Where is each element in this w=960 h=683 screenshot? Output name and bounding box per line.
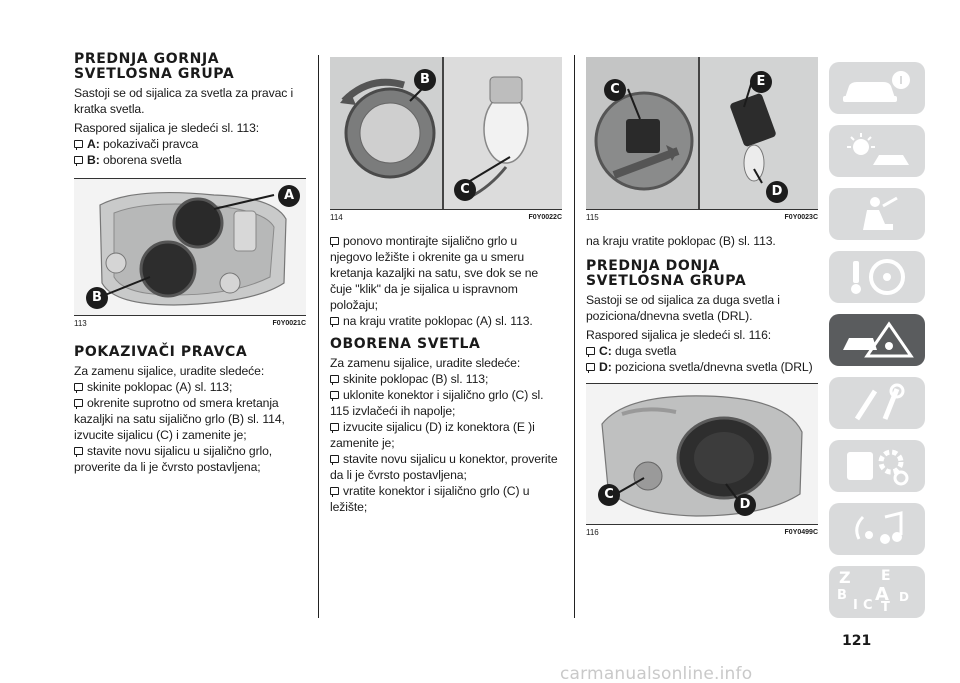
dashboard-lights-icon: [839, 131, 915, 171]
callout-c: C: [604, 79, 626, 101]
layout-text: Raspored sijalica je sledeći sl. 113:: [74, 121, 260, 135]
steering-wheel-key-icon: [839, 257, 915, 297]
layout-text: Raspored sijalica je sledeći sl. 116:: [586, 328, 772, 342]
section-intro: Za zamenu sijalice, uradite sledeće:: [330, 356, 521, 370]
step-item: stavite novu sijalicu u sijalično grlo, proverite da li je čvrsto postavljena;: [74, 444, 273, 474]
step-item: stavite novu sijalicu u konektor, proverite da li je čvrsto postavljena;: [330, 452, 558, 482]
figure-number: 114: [330, 213, 343, 222]
tab-dashboard-lights[interactable]: [829, 125, 925, 177]
bulb-icon: [330, 237, 339, 245]
bulb-item: B: oborena svetla: [74, 152, 306, 168]
callout-b: B: [414, 69, 436, 91]
bulb-icon: [74, 447, 83, 455]
figure-115: [586, 57, 818, 209]
step-item: uklonite konektor i sijalično grlo (C) sl. 115 izvlačeći ih napolje;: [330, 388, 544, 418]
bulb-icon: [330, 375, 339, 383]
car-warning-triangle-icon: [839, 320, 915, 360]
figure-113: [74, 179, 306, 315]
tab-tools-maintenance[interactable]: [829, 377, 925, 429]
step-item: okrenite suprotno od smera kretanja kazaljki na satu sijalično grlo (B) sl. 114, izvucite sijalicu (C) i zamenite je;: [74, 396, 285, 442]
bulb-icon: [330, 423, 339, 431]
middle-column: [330, 52, 562, 515]
bulb-item: A: pokazivači pravca: [74, 136, 306, 152]
bulb-icon: [74, 399, 83, 407]
bulb-icon: [586, 347, 595, 355]
figure-rule: [330, 209, 562, 210]
figure-114: [330, 57, 562, 209]
right-column: [586, 52, 818, 538]
figure-number: 115: [586, 213, 599, 222]
left-column: [74, 52, 306, 475]
closing-text: na kraju vratite poklopac (B) sl. 113.: [586, 234, 776, 248]
step-item: na kraju vratite poklopac (A) sl. 113.: [330, 313, 562, 329]
section-heading: PREDNJA DONJA SVETLOSNA GRUPA: [586, 258, 747, 289]
intro-text: Sastoji se od sijalica za svetla za pravac i kratka svetla.: [74, 86, 294, 116]
step-item: skinite poklopac (B) sl. 113;: [330, 371, 562, 387]
bulb-icon: [330, 455, 339, 463]
figure-code: F0Y0499C: [784, 529, 818, 536]
bulb-icon: [330, 391, 339, 399]
page-number: 121: [842, 633, 872, 649]
figure-code: F0Y0022C: [528, 214, 562, 221]
headlight-assembly-image: [74, 179, 306, 315]
callout-e: E: [750, 71, 772, 93]
seat-airbag-icon: [839, 194, 915, 234]
column-divider: [318, 55, 319, 618]
tab-alphabet-index[interactable]: [829, 566, 925, 618]
column-divider: [574, 55, 575, 618]
figure-code: F0Y0023C: [784, 214, 818, 221]
tab-car-warning[interactable]: [829, 314, 925, 366]
media-music-icon: [839, 509, 915, 549]
callout-d: D: [766, 181, 788, 203]
tab-seat-airbag[interactable]: [829, 188, 925, 240]
bulb-item: C: duga svetla: [586, 343, 818, 359]
bulb-icon: [330, 317, 339, 325]
figure-caption: [586, 213, 818, 223]
intro-text: Sastoji se od sijalica za duga svetla i poziciona/dnevna svetla (DRL).: [586, 293, 780, 323]
tab-car-info[interactable]: [829, 62, 925, 114]
bulb-icon: [74, 140, 83, 148]
bulb-icon: [330, 487, 339, 495]
bulb-icon: [74, 383, 83, 391]
tab-steering-wheel-key[interactable]: [829, 251, 925, 303]
callout-c: C: [598, 484, 620, 506]
car-info-icon: [839, 68, 915, 108]
alphabet-index-icon: Z E B A D I C T: [837, 568, 909, 615]
bulb-icon: [74, 156, 83, 164]
step-item: vratite konektor i sijalično grlo (C) u ležište;: [330, 484, 530, 514]
lower-light-assembly-image: [586, 384, 818, 524]
step-item: izvucite sijalicu (D) iz konektora (E )i zamenite je;: [330, 420, 535, 450]
callout-d: D: [734, 494, 756, 516]
figure-code: F0Y0021C: [272, 320, 306, 327]
figure-rule: [74, 315, 306, 316]
section-intro: Za zamenu sijalice, uradite sledeće:: [74, 364, 265, 378]
section-heading: PREDNJA GORNJA SVETLOSNA GRUPA: [74, 51, 235, 82]
bulb-socket-image: [330, 57, 562, 209]
callout-a: A: [278, 185, 300, 207]
watermark: carmanualsonline.info: [560, 664, 753, 683]
callout-c: C: [454, 179, 476, 201]
section-heading: POKAZIVAČI PRAVCA: [74, 344, 248, 360]
figure-rule: [586, 209, 818, 210]
figure-116: [586, 384, 818, 524]
section-heading: OBORENA SVETLA: [330, 336, 481, 352]
figure-caption: [586, 528, 818, 538]
tab-media-music[interactable]: [829, 503, 925, 555]
figure-caption: [74, 319, 306, 329]
tools-maintenance-icon: [839, 383, 915, 423]
tab-gears-specs[interactable]: [829, 440, 925, 492]
figure-rule: [586, 524, 818, 525]
step-item: skinite poklopac (A) sl. 113;: [74, 379, 306, 395]
figure-number: 116: [586, 528, 599, 537]
figure-number: 113: [74, 319, 87, 328]
callout-b: B: [86, 287, 108, 309]
step-item: ponovo montirajte sijalično grlo u njegovo ležište i okrenite ga u smeru kretanja kazaljki na satu, sve dok se ne čuje "klik" da je sijalica u ispravnom položaju;: [330, 234, 539, 312]
bulb-icon: [586, 363, 595, 371]
figure-caption: [330, 213, 562, 223]
bulb-item: D: poziciona svetla/dnevna svetla (DRL): [586, 359, 818, 375]
gears-specs-icon: [839, 446, 915, 486]
